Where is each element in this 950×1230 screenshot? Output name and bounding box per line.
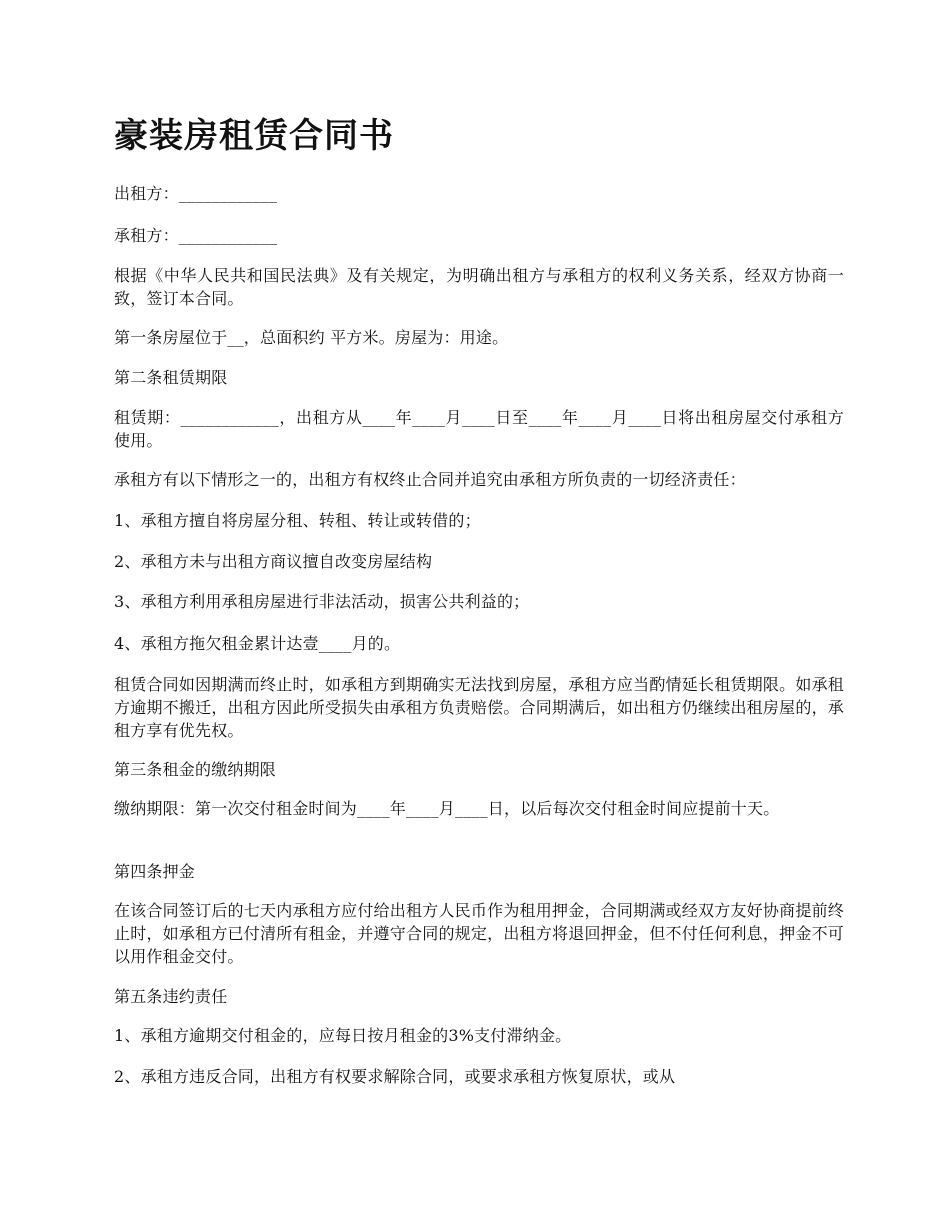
condition-item-3: 3、承租方利用承租房屋进行非法活动，损害公共利益的； bbox=[114, 592, 530, 611]
lease-term-paragraph: 租赁期：____________，出租方从____年____月____日至____年____月____日将出租房屋交付承租方使用。 bbox=[114, 408, 844, 450]
lessee-line: 承租方：____________ bbox=[114, 226, 278, 245]
article-2-heading: 第二条租赁期限 bbox=[114, 368, 228, 387]
article-3-heading: 第三条租金的缴纳期限 bbox=[114, 760, 277, 779]
liability-item-2: 2、承租方违反合同，出租方有权要求解除合同，或要求承租方恢复原状，或从 bbox=[114, 1067, 676, 1086]
document-title: 豪装房租赁合同书 bbox=[114, 116, 394, 156]
liability-item-1: 1、承租方逾期交付租金的，应每日按月租金的3%支付滞纳金。 bbox=[114, 1026, 572, 1045]
payment-term-paragraph: 缴纳期限：第一次交付租金时间为____年____月____日，以后每次交付租金时间应提前十天。 bbox=[114, 799, 780, 818]
lease-expiry-paragraph: 租赁合同如因期满而终止时，如承租方到期确实无法找到房屋，承租方应当酌情延长租赁期限。如承租方逾期不搬迁，出租方因此所受损失由承租方负责赔偿。合同期满后，如出租方仍继续出租房屋的，承租方享有优先权。 bbox=[114, 675, 844, 740]
condition-item-1: 1、承租方擅自将房屋分租、转租、转让或转借的； bbox=[114, 511, 481, 530]
article-1-paragraph: 第一条房屋位于__，总面积约 平方米。房屋为：用途。 bbox=[114, 328, 509, 347]
preamble-paragraph: 根据《中华人民共和国民法典》及有关规定，为明确出租方与承租方的权利义务关系，经双方协商一致，签订本合同。 bbox=[114, 266, 844, 308]
condition-item-2: 2、承租方未与出租方商议擅自改变房屋结构 bbox=[114, 552, 433, 571]
article-5-heading: 第五条违约责任 bbox=[114, 987, 228, 1006]
deposit-paragraph: 在该合同签订后的七天内承租方应付给出租方人民币作为租用押金，合同期满或经双方友好协商提前终止时，如承租方已付清所有租金，并遵守合同的规定，出租方将退回押金，但不付任何利息，押金不可以用作租金交付。 bbox=[114, 901, 844, 966]
article-4-heading: 第四条押金 bbox=[114, 862, 196, 881]
lessor-line: 出租方：____________ bbox=[114, 184, 278, 203]
termination-conditions-paragraph: 承租方有以下情形之一的，出租方有权终止合同并追究由承租方所负责的一切经济责任： bbox=[114, 470, 746, 489]
condition-item-4: 4、承租方拖欠租金累计达壹____月的。 bbox=[114, 634, 401, 653]
